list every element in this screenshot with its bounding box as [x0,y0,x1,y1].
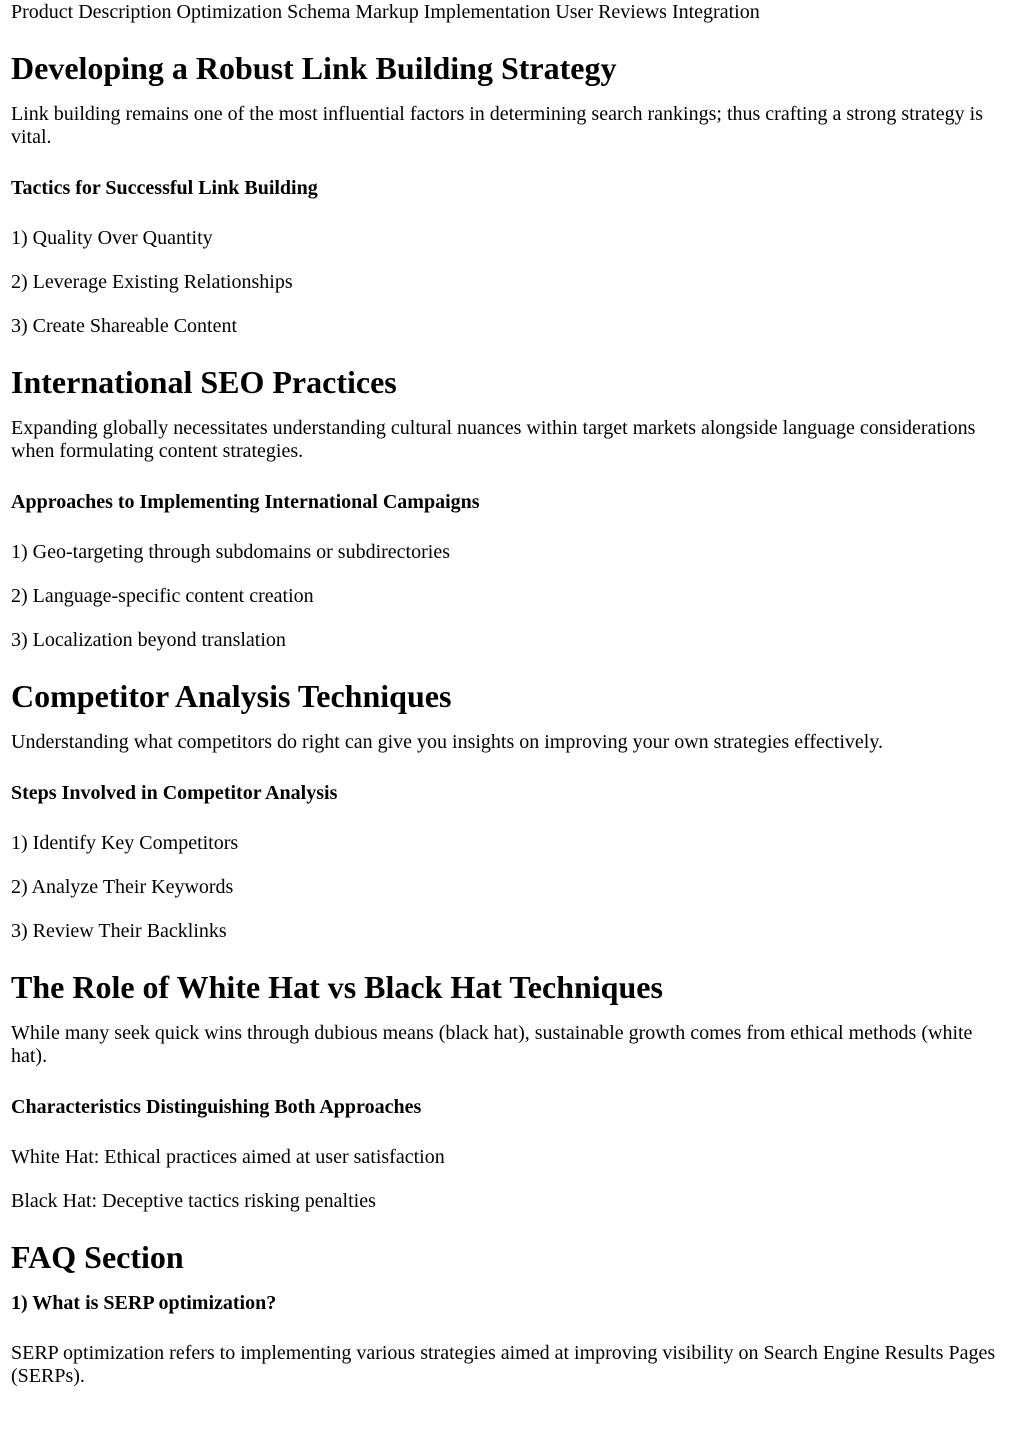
section-intro: Understanding what competitors do right can give you insights on improving your own strategies effectively. [11,731,884,753]
section-heading: Competitor Analysis Techniques [11,678,452,714]
section-subheading: Characteristics Distinguishing Both Approaches [11,1096,422,1118]
section-heading: Developing a Robust Link Building Strategy [11,50,617,86]
list-item: Black Hat: Deceptive tactics risking penalties [11,1190,376,1212]
faq-answer: SERP optimization refers to implementing various strategies aimed at improving visibility on Search Engine Results Pages (SERPs). [11,1342,996,1387]
list-item: 2) Language-specific content creation [11,585,314,607]
section-subheading: Steps Involved in Competitor Analysis [11,782,338,804]
section-intro: Expanding globally necessitates understanding cultural nuances within target markets alongside language considerations when formulating content strategies. [11,417,976,462]
section-heading: International SEO Practices [11,364,397,400]
list-item: 1) Quality Over Quantity [11,227,213,249]
section-competitor-analysis [11,678,1013,943]
section-subheading: Tactics for Successful Link Building [11,177,318,199]
section-international-seo [11,364,1013,652]
list-item: 2) Analyze Their Keywords [11,876,234,898]
list-item: 3) Localization beyond translation [11,629,286,651]
section-subheading: Approaches to Implementing International Campaigns [11,491,480,513]
section-faq [11,1239,1013,1388]
list-item: 1) Identify Key Competitors [11,832,239,854]
list-item: 1) Geo-targeting through subdomains or subdirectories [11,541,450,563]
section-heading: The Role of White Hat vs Black Hat Techniques [11,969,663,1005]
section-link-building [11,50,1013,338]
section-intro: While many seek quick wins through dubious means (black hat), sustainable growth comes from ethical methods (white hat). [11,1022,973,1067]
faq-heading: FAQ Section [11,1239,184,1275]
top-links-line: Product Description Optimization Schema Markup Implementation User Reviews Integration [11,1,760,23]
list-item: 2) Leverage Existing Relationships [11,271,293,293]
list-item: 3) Create Shareable Content [11,315,238,337]
list-item: 3) Review Their Backlinks [11,920,227,942]
section-intro: Link building remains one of the most influential factors in determining search rankings; thus crafting a strong strategy is vital. [11,103,983,148]
section-white-vs-black-hat [11,969,1013,1213]
faq-question: 1) What is SERP optimization? [11,1292,277,1314]
list-item: White Hat: Ethical practices aimed at user satisfaction [11,1146,445,1168]
